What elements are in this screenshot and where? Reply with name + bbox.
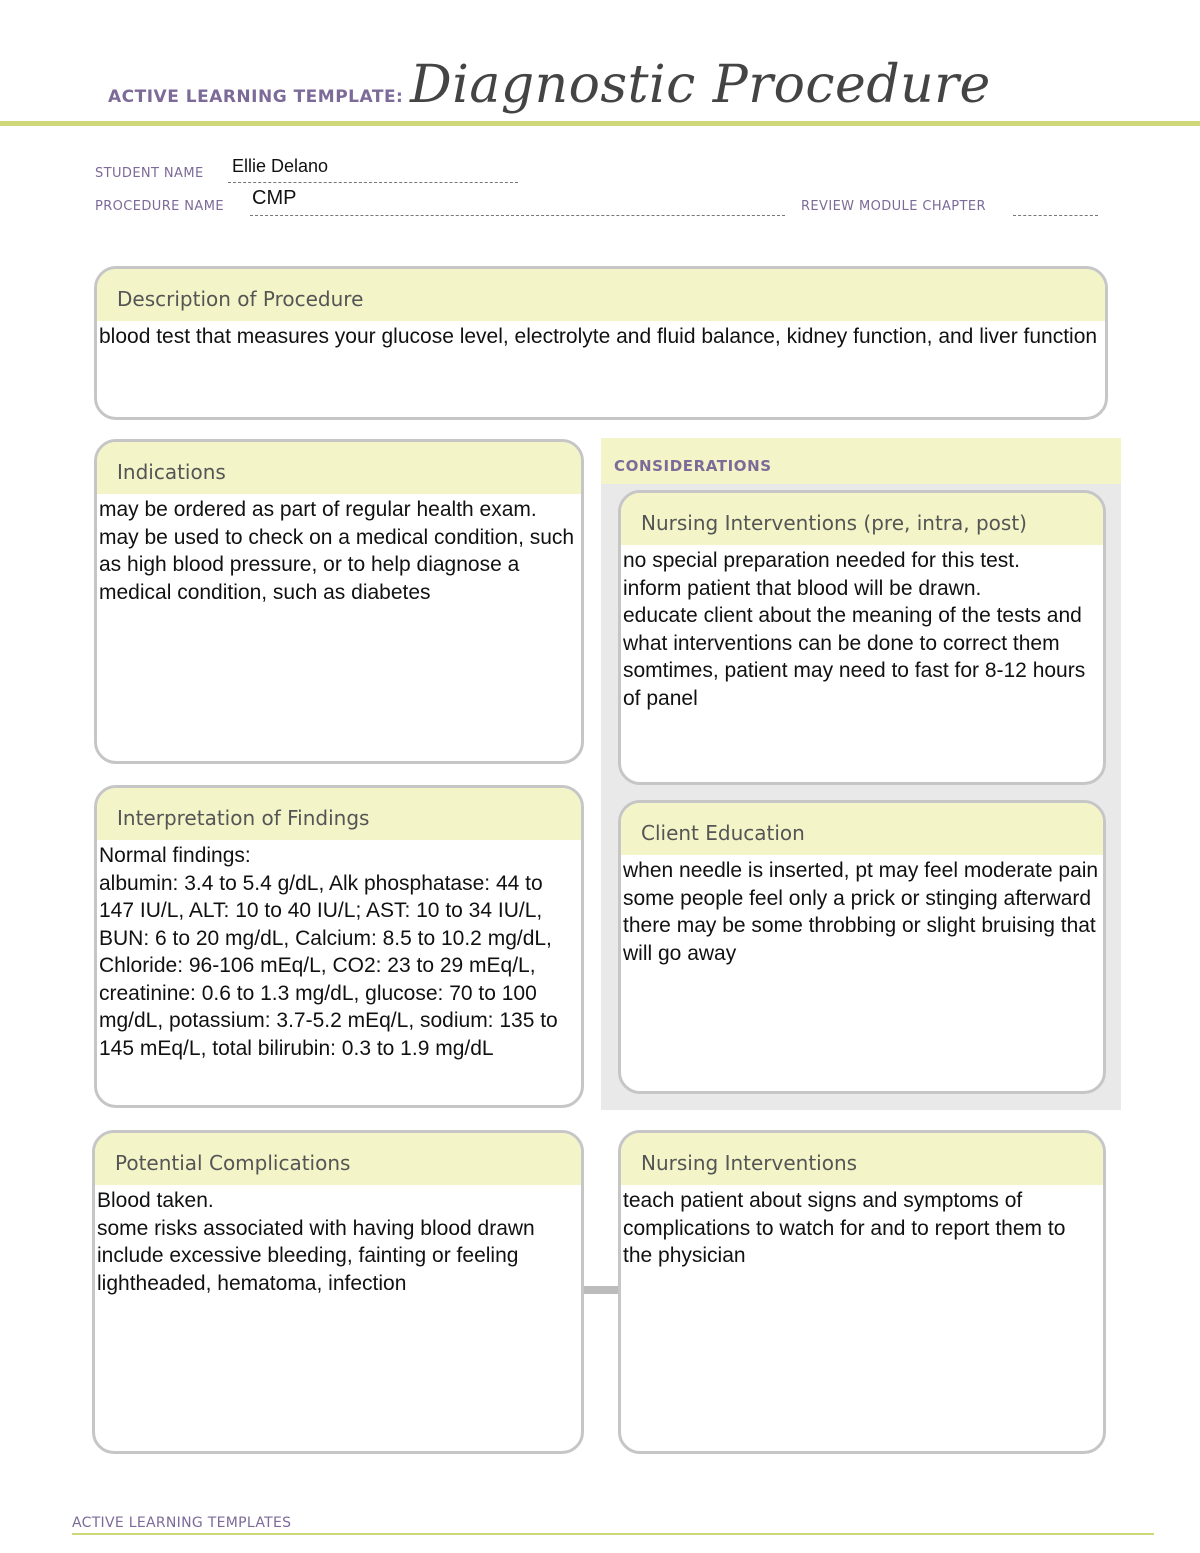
considerations-title: CONSIDERATIONS xyxy=(614,457,772,475)
interpretation-box xyxy=(94,785,584,1108)
template-label: ACTIVE LEARNING TEMPLATE: xyxy=(108,87,404,107)
header-divider xyxy=(0,121,1200,126)
footer-label: ACTIVE LEARNING TEMPLATES xyxy=(72,1515,292,1531)
nursing-interventions-title: Nursing Interventions xyxy=(621,1133,1103,1185)
connector-bar xyxy=(583,1286,620,1294)
student-name-label: STUDENT NAME xyxy=(95,166,204,181)
procedure-name-value: CMP xyxy=(252,187,297,209)
nursing-interventions-ppp-text[interactable]: no special preparation needed for this test. inform patient that blood will be drawn. educate client about the meaning of the tests and what interventions can be done to correct them somtimes, patient may need to fast for 8-12 hours of panel xyxy=(623,549,1086,710)
complications-box xyxy=(92,1130,584,1454)
review-module-field[interactable] xyxy=(1013,199,1098,216)
footer-divider xyxy=(72,1533,1154,1535)
description-title: Description of Procedure xyxy=(97,269,1105,321)
client-education-title: Client Education xyxy=(621,803,1103,855)
nursing-interventions-ppp-box xyxy=(618,490,1106,785)
student-name-value: Ellie Delano xyxy=(232,156,329,176)
complications-text[interactable]: Blood taken. some risks associated with having blood drawn include excessive bleeding, fainting or feeling lightheaded, hematoma, infection xyxy=(97,1189,535,1295)
indications-text[interactable]: may be ordered as part of regular health exam. may be used to check on a medical condition, such as high blood pressure, or to help diagnose a medical condition, such as diabetes xyxy=(99,498,575,604)
description-box xyxy=(94,266,1108,420)
indications-title: Indications xyxy=(97,442,581,494)
interpretation-text[interactable]: Normal findings: albumin: 3.4 to 5.4 g/dL, Alk phosphatase: 44 to 147 IU/L, ALT: 10 to 40 IU/L; AST: 10 to 34 IU/L, BUN: 6 to 20 mg/dL, Calcium: 8.5 to 10.2 mg/dL, Chloride: 96-106 mEq/L, CO2: 23 to 29 mEq/L, creatinine: 0.6 to 1.3 mg/dL, glucose: 70 to 100 mg/dL, potassium: 3.7-5.2 mEq/L, sodium: 135 to 145 mEq/L, total bilirubin: 0.3 to 1.9 mg/dL xyxy=(99,844,558,1060)
complications-title: Potential Complications xyxy=(95,1133,581,1185)
nursing-interventions-ppp-title: Nursing Interventions (pre, intra, post) xyxy=(621,493,1103,545)
client-education-box xyxy=(618,800,1106,1094)
client-education-text[interactable]: when needle is inserted, pt may feel moderate pain some people feel only a prick or stinging afterward there may be some throbbing or slight bruising that will go away xyxy=(623,859,1099,965)
description-text[interactable]: blood test that measures your glucose level, electrolyte and fluid balance, kidney function, and liver function xyxy=(99,325,1098,348)
procedure-name-field[interactable] xyxy=(250,199,785,216)
review-module-label: REVIEW MODULE CHAPTER xyxy=(801,199,986,214)
page-title: Diagnostic Procedure xyxy=(410,55,991,115)
nursing-interventions-text[interactable]: teach patient about signs and symptoms of complications to watch for and to report them to the physician xyxy=(623,1189,1066,1267)
nursing-interventions-box xyxy=(618,1130,1106,1454)
procedure-name-label: PROCEDURE NAME xyxy=(95,199,224,214)
indications-box xyxy=(94,439,584,764)
interpretation-title: Interpretation of Findings xyxy=(97,788,581,840)
